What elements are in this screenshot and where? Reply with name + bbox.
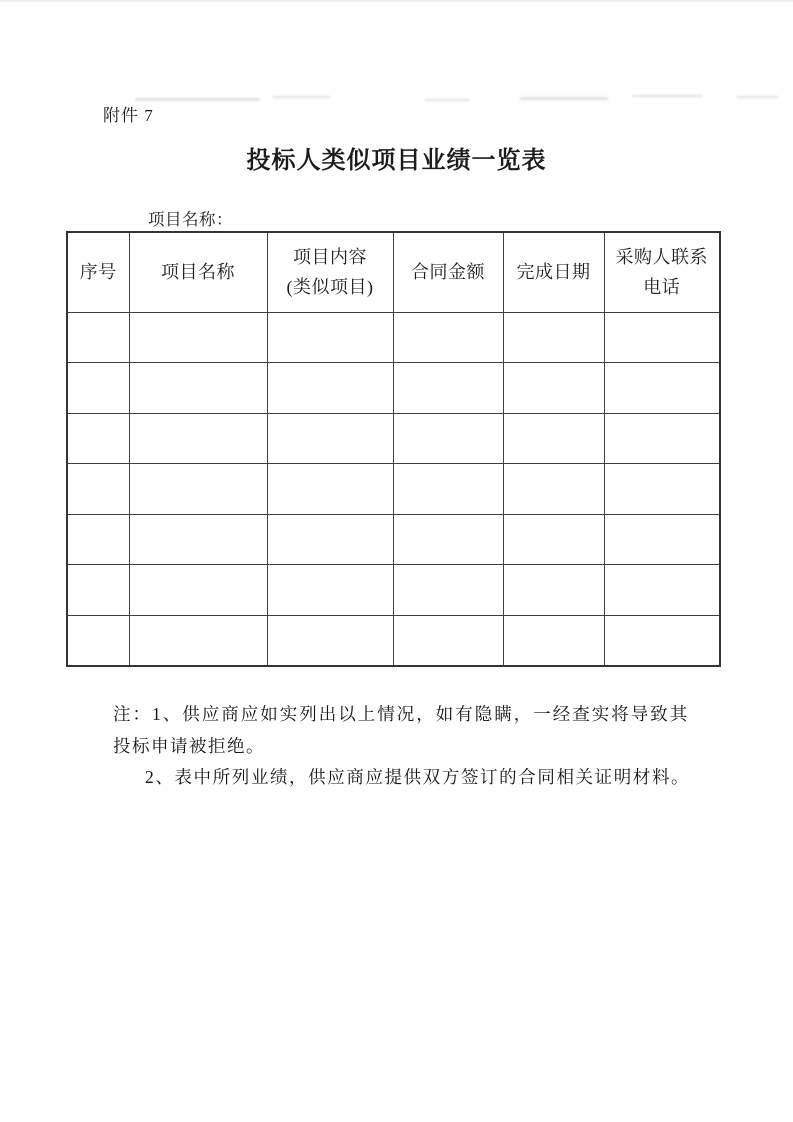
table-row [67,464,720,515]
table-header [67,232,720,312]
table-cell [604,565,720,616]
table-row [67,565,720,616]
scan-artifact [632,95,702,97]
scan-artifact [424,99,470,101]
table-cell [67,413,129,464]
table-cell [604,514,720,565]
header-line: 完成日期 [516,262,591,283]
note-line: 注：1、供应商应如实列出以上情况，如有隐瞒，一经查实将导致其 [113,704,690,724]
table-row [67,312,720,363]
table-cell [604,464,720,515]
document-title: 投标人类似项目业绩一览表 [246,148,547,174]
table-cell [503,464,604,515]
table-cell [67,464,129,515]
table-cell [129,312,267,363]
scan-edge-shadow [0,0,793,2]
header-line: 项目名称 [161,262,235,283]
table-body [67,312,720,666]
table-cell [393,464,503,515]
table-row [67,615,720,666]
header-line: 序号 [79,262,117,283]
table-cell [267,363,393,414]
notes-block [113,699,695,794]
table-cell [503,514,604,565]
table-cell [267,514,393,565]
note-line: 2、表中所列业绩，供应商应提供双方签订的合同相关证明材料。 [145,767,691,787]
note-line: 投标申请被拒绝。 [113,735,265,756]
header-line: 合同金额 [411,262,485,283]
table-row [67,514,720,565]
header-cell-seq [67,232,129,312]
table-cell [267,615,393,666]
header-cell-project-content [267,232,393,312]
header-line: (类似项目) [286,277,374,298]
table-cell [129,565,267,616]
table-cell [503,565,604,616]
header-line: 采购人联系 [615,247,708,268]
table-cell [604,413,720,464]
table-cell [393,312,503,363]
header-line: 项目内容 [293,247,367,268]
header-cell-contract-amount [393,232,503,312]
table-cell [267,464,393,515]
table-cell [393,514,503,565]
table-header-row [67,232,720,312]
header-cell-completion-date [503,232,604,312]
scan-artifact [135,98,260,101]
table-cell [503,615,604,666]
performance-table [66,231,721,667]
header-cell-purchaser-phone [604,232,720,312]
scan-artifact [520,97,608,100]
attachment-number-label: 附件 7 [103,106,154,125]
table-row [67,363,720,414]
scan-artifact [736,96,778,98]
table-cell [129,514,267,565]
table-cell [67,514,129,565]
table-cell [129,363,267,414]
table-cell [393,363,503,414]
table-row [67,413,720,464]
table-cell [604,615,720,666]
table-cell [503,413,604,464]
table-cell [393,565,503,616]
table-cell [267,413,393,464]
table-cell [129,615,267,666]
scan-artifact [272,96,330,98]
table-cell [67,312,129,363]
table-cell [129,464,267,515]
table-cell [67,565,129,616]
table-cell [67,363,129,414]
table-cell [129,413,267,464]
table-cell [604,312,720,363]
project-name-label: 项目名称： [148,210,233,229]
table-cell [267,565,393,616]
header-cell-project-name [129,232,267,312]
table-cell [503,363,604,414]
table-cell [267,312,393,363]
table-cell [67,615,129,666]
table-cell [393,615,503,666]
header-line: 电话 [643,277,681,298]
table-cell [604,363,720,414]
table-cell [393,413,503,464]
table-cell [503,312,604,363]
